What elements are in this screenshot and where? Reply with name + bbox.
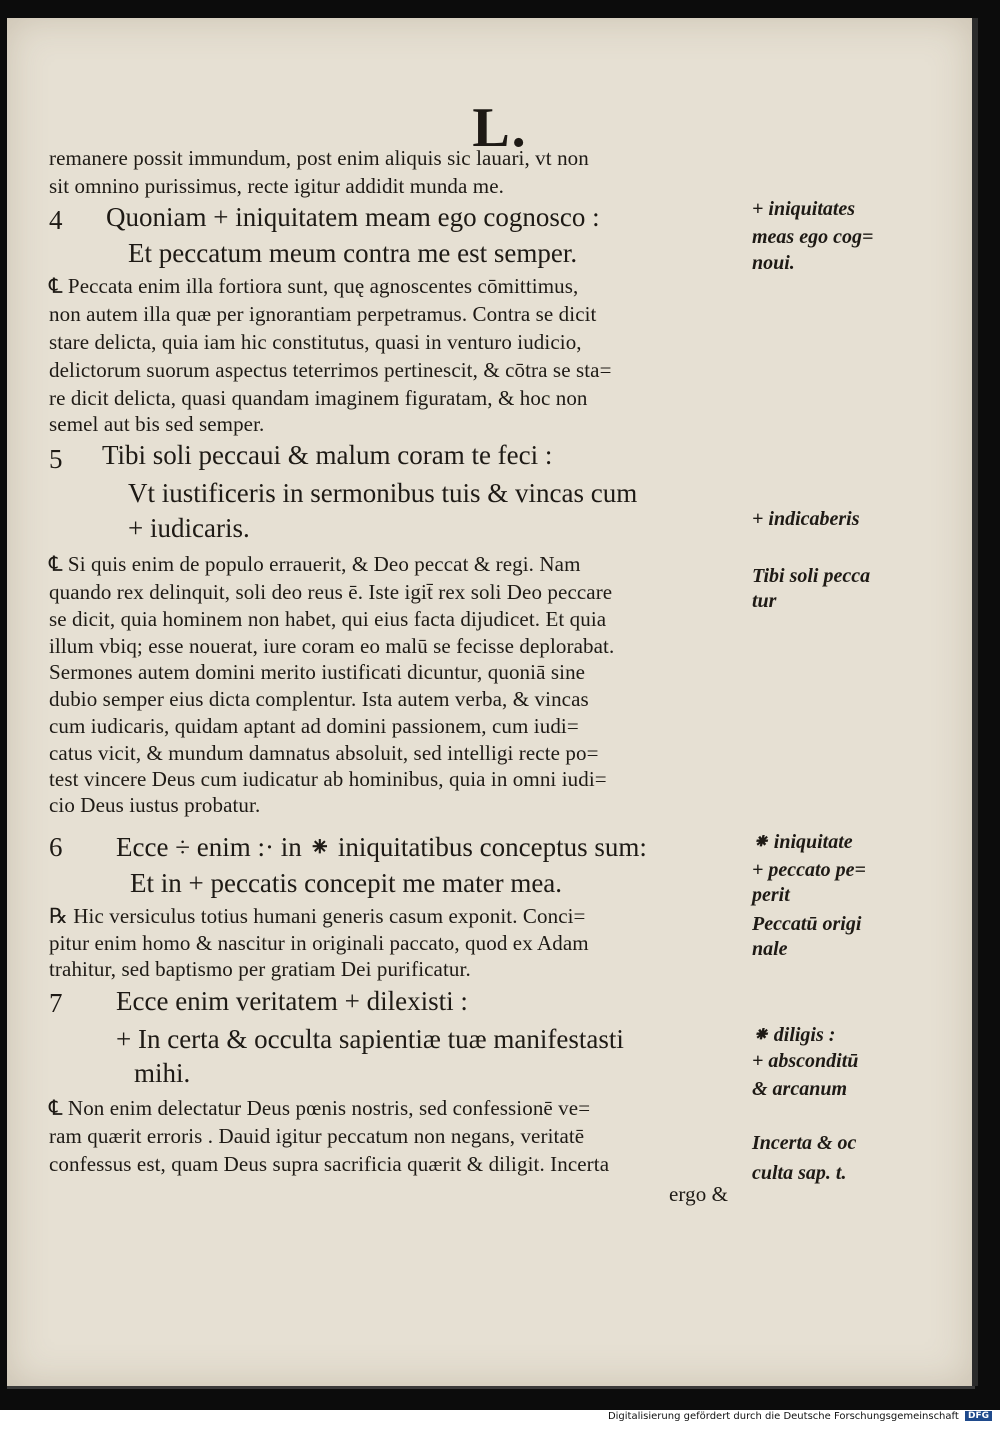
marginal-note: Peccatū origi (752, 913, 862, 935)
commentary-line: ℄ Peccata enim illa fortiora sunt, quę agnoscentes cōmittimus, (49, 274, 579, 298)
marginal-note: + peccato pe= (752, 859, 866, 881)
marginal-note: Incerta & oc (752, 1132, 857, 1154)
commentary-line: ℞ Hic versiculus totius humani generis casum exponit. Conci= (49, 904, 586, 928)
verse-line: + In certa & occulta sapientiæ tuæ manifestasti (116, 1024, 624, 1054)
marginal-note: noui. (752, 252, 795, 274)
marginal-note: ⁕ iniquitate (752, 831, 853, 853)
commentary-line: quando rex delinquit, soli deo reus ē. Iste igit̄ rex soli Deo peccare (49, 580, 613, 604)
marginal-note: & arcanum (752, 1078, 848, 1100)
commentary-line: cum iudicaris, quidam aptant ad domini passionem, cum iudi= (49, 714, 579, 738)
verse-line: + iudicaris. (128, 513, 250, 543)
text-line: remanere possit immundum, post enim aliquis sic lauari, vt non (49, 146, 589, 170)
verse-number: 6 (49, 832, 63, 862)
page-edge-bottom (7, 1386, 975, 1389)
digitization-footer (608, 1411, 992, 1422)
verse-line: Tibi soli peccaui & malum coram te feci : (102, 440, 553, 470)
commentary-line: semel aut bis sed semper. (49, 412, 265, 436)
commentary-line: delictorum suorum aspectus teterrimos pertinescit, & cōtra se sta= (49, 358, 612, 382)
marginal-note: ⁕ diligis : (752, 1024, 836, 1046)
marginal-note: + absconditū (752, 1050, 859, 1072)
commentary-line: re dicit delicta, quasi quandam imaginem figuratam, & hoc non (49, 386, 588, 410)
commentary-line: confessus est, quam Deus supra sacrificia quærit & diligit. Incerta (49, 1152, 610, 1176)
verse-line: Ecce enim veritatem + dilexisti : (116, 986, 468, 1016)
verse-line: Et peccatum meum contra me est semper. (128, 238, 578, 268)
commentary-line: test vincere Deus cum iudicatur ab hominibus, quia in omni iudi= (49, 767, 607, 791)
catchword: ergo & (669, 1182, 729, 1206)
marginal-note: culta sap. t. (752, 1162, 847, 1184)
commentary-line: non autem illa quæ per ignorantiam perpetramus. Contra se dicit (49, 302, 597, 326)
commentary-line: se dicit, quia hominem non habet, qui eius facta dijudicet. Et quia (49, 607, 607, 631)
marginal-note: nale (752, 938, 788, 960)
commentary-line: pitur enim homo & nascitur in originali paccato, quod ex Adam (49, 931, 589, 955)
commentary-line: ℄ Non enim delectatur Deus pœnis nostris, sed confessionē ve= (49, 1096, 591, 1120)
marginal-note: meas ego cog= (752, 226, 874, 248)
verse-line: mihi. (134, 1058, 191, 1088)
commentary-line: ram quærit erroris . Dauid igitur peccatum non negans, veritatē (49, 1124, 585, 1148)
verse-line: Ecce ÷ enim :· in ⁕ iniquitatibus conceptus sum: (116, 832, 647, 862)
commentary-line: catus vicit, & mundum damnatus absoluit, sed intelligi recte po= (49, 741, 599, 765)
running-head: L. (472, 97, 528, 159)
marginal-note: + iniquitates (752, 198, 856, 220)
footer-text: Digitalisierung gefördert durch die Deutsche Forschungsgemeinschaft (607, 1411, 959, 1422)
verse-number: 4 (49, 205, 63, 235)
marginal-note: tur (752, 590, 777, 612)
commentary-line: cio Deus iustus probatur. (49, 793, 261, 817)
verse-line: Vt iustificeris in sermonibus tuis & vincas cum (128, 478, 638, 508)
commentary-line: dubio semper eius dicta complentur. Ista autem verba, & vincas (49, 687, 589, 711)
marginal-note: + indicaberis (752, 508, 860, 530)
commentary-line: illum vbiq; esse nouerat, iure coram eo malū se fecisse deplorabat. (49, 634, 615, 658)
marginal-note: Tibi soli pecca (752, 565, 871, 587)
verse-line: Et in + peccatis concepit me mater mea. (130, 868, 563, 898)
verse-line: Quoniam + iniquitatem meam ego cognosco : (106, 202, 600, 232)
marginal-note: perit (752, 884, 790, 906)
dfg-logo: DFG (965, 1411, 992, 1421)
verse-number: 5 (49, 444, 63, 474)
page-edge-right (972, 18, 978, 1386)
verse-number: 7 (49, 988, 63, 1018)
commentary-line: trahitur, sed baptismo per gratiam Dei purificatur. (49, 957, 471, 981)
text-line: sit omnino purissimus, recte igitur addidit munda me. (49, 174, 504, 198)
commentary-line: ℄ Si quis enim de populo errauerit, & Deo peccat & regi. Nam (49, 552, 581, 576)
commentary-line: stare delicta, quia iam hic constitutus, quasi in venturo iudicio, (49, 330, 582, 354)
commentary-line: Sermones autem domini merito iustificati dicuntur, quoniā sine (49, 660, 586, 684)
